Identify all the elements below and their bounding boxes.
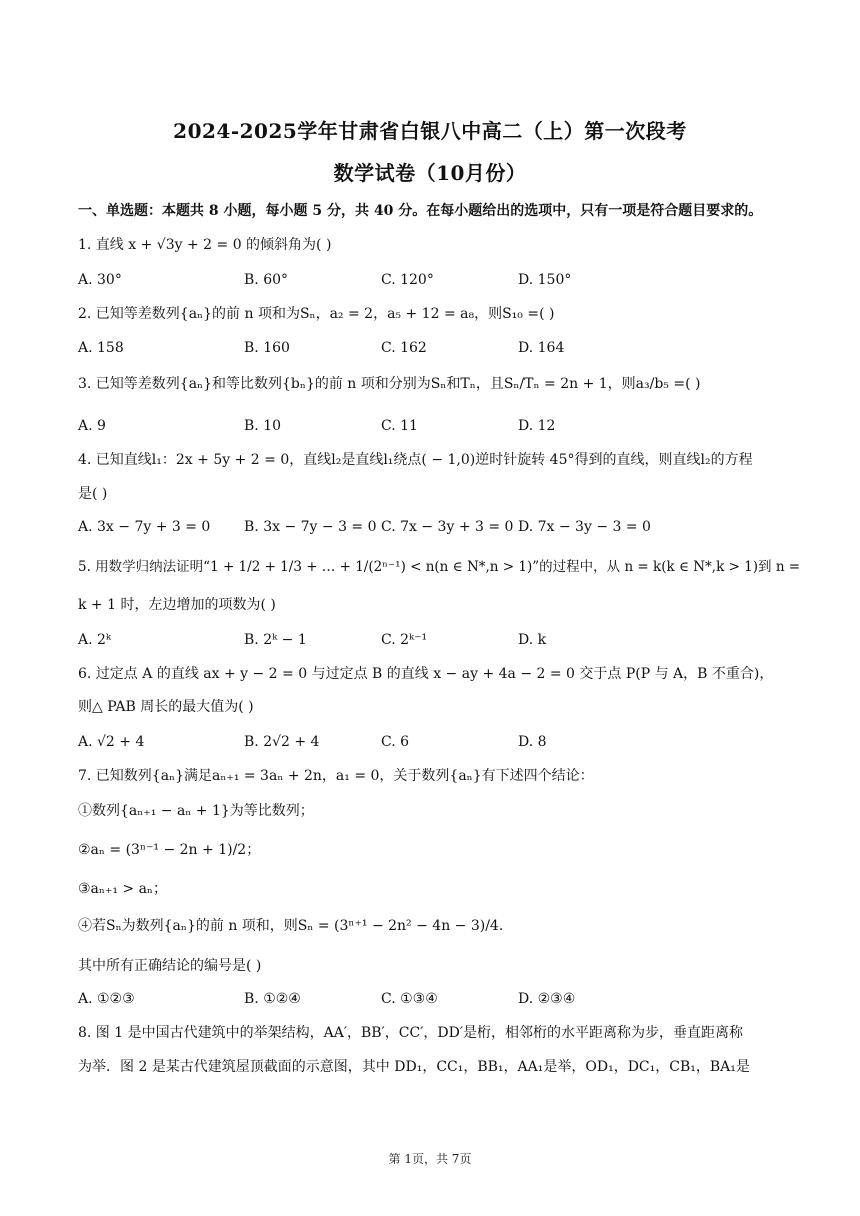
q4-option-d: D. 7x − 3y − 3 = 0 (518, 519, 651, 535)
exam-title: 2024-2025学年甘肃省白银八中高二（上）第一次段考 (173, 119, 687, 143)
q3-option-d: D. 12 (518, 418, 556, 434)
q1-option-d: D. 150° (518, 272, 572, 288)
q5-option-d: D. k (518, 632, 547, 648)
q4-option-c: C. 7x − 3y + 3 = 0 (381, 519, 514, 535)
question-5-stem-line-1: 5. 用数学归纳法证明“1 + 1/2 + 1/3 + … + 1/(2ⁿ⁻¹) < n(n ∈ N*,n > 1)”的过程中，从 n = k(k ∈ N*,k > 1)到 n = (78, 559, 801, 575)
q3-option-a: A. 9 (78, 418, 106, 434)
q6-option-c: C. 6 (381, 734, 410, 750)
q2-option-c: C. 162 (381, 340, 427, 356)
question-8-stem-line-2: 为举．图 2 是某古代建筑屋顶截面的示意图，其中 DD₁，CC₁，BB₁，AA₁是举，OD₁，DC₁，CB₁，BA₁是 (78, 1059, 750, 1075)
q6-option-d: D. 8 (518, 734, 547, 750)
question-3-stem: 3. 已知等差数列{aₙ}和等比数列{bₙ}的前 n 项和分别为Sₙ和Tₙ，且Sₙ/Tₙ = 2n + 1，则a₃/b₅ =( ) (78, 376, 701, 392)
q7-statement-1: ①数列{aₙ₊₁ − aₙ + 1}为等比数列； (78, 803, 314, 819)
q3-option-b: B. 10 (244, 418, 282, 434)
question-4-stem-line-1: 4. 已知直线l₁：2x + 5y + 2 = 0，直线l₂是直线l₁绕点( − 1,0)逆时针旋转 45°得到的直线，则直线l₂的方程 (78, 452, 753, 468)
question-5-stem-line-2: k + 1 时，左边增加的项数为( ) (78, 597, 276, 613)
q6-option-a: A. √2 + 4 (78, 734, 145, 750)
q2-option-d: D. 164 (518, 340, 565, 356)
q5-option-a: A. 2ᵏ (78, 632, 112, 648)
section-heading: 一、单选题：本题共 8 小题，每小题 5 分，共 40 分。在每小题给出的选项中，只有一项是符合题目要求的。 (78, 203, 763, 219)
q5-option-b: B. 2ᵏ − 1 (244, 632, 307, 648)
question-4-stem-line-2: 是( ) (78, 486, 108, 502)
q7-option-d: D. ②③④ (518, 991, 576, 1007)
exam-subtitle: 数学试卷（10月份） (333, 161, 527, 185)
q7-option-b: B. ①②④ (244, 991, 301, 1007)
question-6-stem-line-1: 6. 过定点 A 的直线 ax + y − 2 = 0 与过定点 B 的直线 x − ay + 4a − 2 = 0 交于点 P(P 与 A，B 不重合)， (78, 666, 774, 682)
q1-option-a: A. 30° (78, 272, 122, 288)
q4-option-a: A. 3x − 7y + 3 = 0 (78, 519, 211, 535)
q7-statement-4: ④若Sₙ为数列{aₙ}的前 n 项和，则Sₙ = (3ⁿ⁺¹ − 2n² − 4n − 3)/4. (78, 918, 504, 934)
q2-option-b: B. 160 (244, 340, 290, 356)
q6-option-b: B. 2√2 + 4 (244, 734, 320, 750)
q1-option-c: C. 120° (381, 272, 434, 288)
page-number: 第 1页，共 7页 (388, 1152, 472, 1166)
q3-option-c: C. 11 (381, 418, 418, 434)
q7-statement-3: ③aₙ₊₁ > aₙ； (78, 881, 167, 897)
question-7-stem: 7. 已知数列{aₙ}满足aₙ₊₁ = 3aₙ + 2n，a₁ = 0，关于数列{aₙ}有下述四个结论： (78, 768, 594, 784)
q2-option-a: A. 158 (78, 340, 124, 356)
question-2-stem: 2. 已知等差数列{aₙ}的前 n 项和为Sₙ，a₂ = 2，a₅ + 12 = a₈，则S₁₀ =( ) (78, 306, 555, 322)
q5-option-c: C. 2ᵏ⁻¹ (381, 632, 428, 648)
q7-prompt: 其中所有正确结论的编号是( ) (78, 958, 262, 974)
q7-option-c: C. ①③④ (381, 991, 438, 1007)
q7-statement-2: ②aₙ = (3ⁿ⁻¹ − 2n + 1)/2； (78, 842, 261, 858)
q1-option-b: B. 60° (244, 272, 289, 288)
question-1-stem: 1. 直线 x + √3y + 2 = 0 的倾斜角为( ) (78, 237, 332, 253)
question-6-stem-line-2: 则△ PAB 周长的最大值为( ) (78, 699, 254, 715)
q7-option-a: A. ①②③ (78, 991, 135, 1007)
question-8-stem-line-1: 8. 图 1 是中国古代建筑中的举架结构，AA′，BB′，CC′，DD′是桁，相邻桁的水平距离称为步，垂直距离称 (78, 1025, 743, 1041)
q4-option-b: B. 3x − 7y − 3 = 0 (244, 519, 377, 535)
